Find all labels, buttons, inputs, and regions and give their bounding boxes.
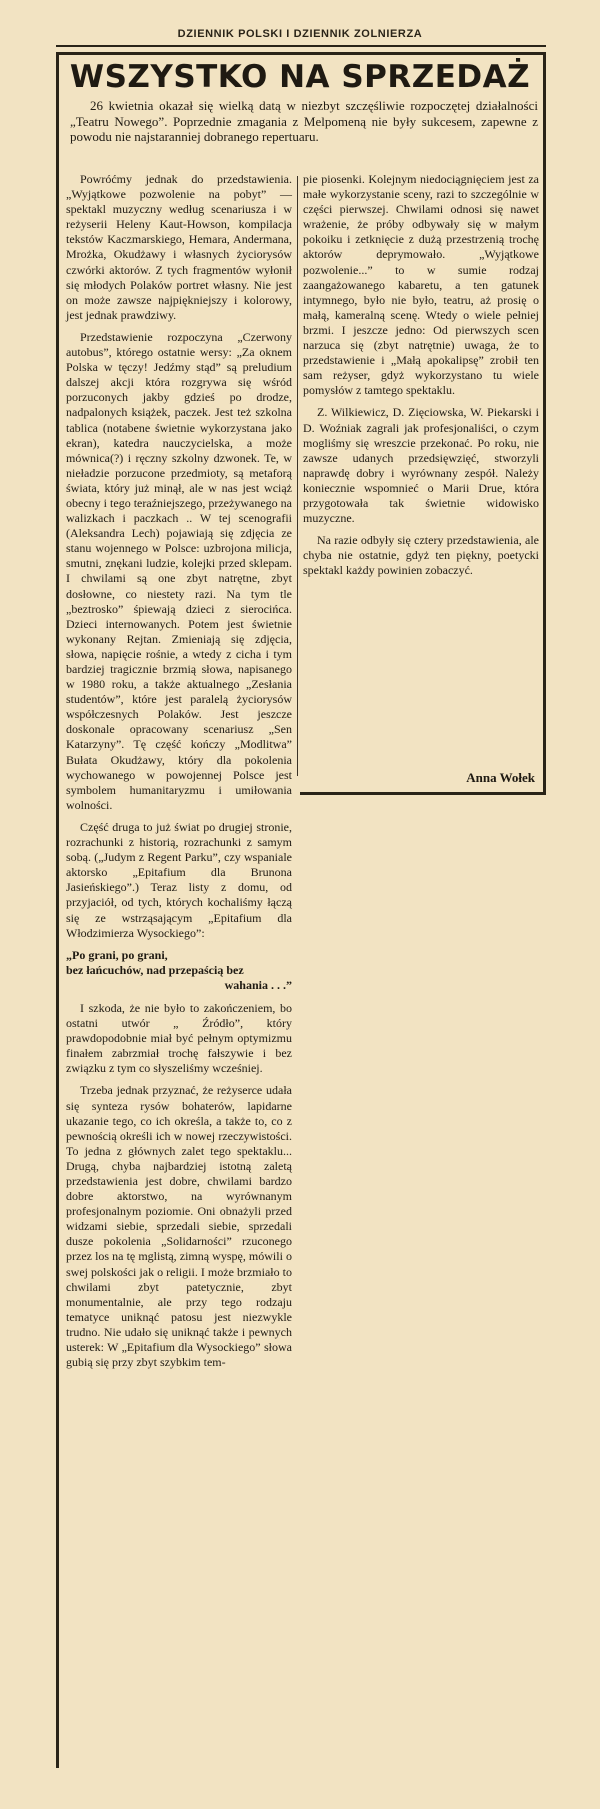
paragraph: Część druga to już świat po drugiej stronie, rozrachunki z historią, rozrachunki z samym sobą. („Judym z Regent Parku”, czy wspaniale aktorsko „Epitafium dla Brunona Jasieńskiego”.) Teraz listy z domu, od przyjaciół, od tych, których kochaliśmy łączą się ze wstrząsającym „Epitafium dla Włodzimierza Wysockiego”:	[66, 819, 292, 940]
quote-line: bez łańcuchów, nad przepaścią bez	[66, 962, 244, 977]
paragraph: I szkoda, że nie było to zakończeniem, bo ostatni utwór „ Źródło”, który prawdopodobnie miał być pełnym optymizmu finałem zabrzmiał trochę fałszywie i bez związku z tym co słyszeliśmy wcześniej.	[66, 1000, 292, 1076]
right-column	[303, 172, 539, 585]
paragraph: Na razie odbyły się cztery przedstawienia, ale chyba nie ostatnie, gdyż ten piękny, poetycki spektakl każdy powinien zobaczyć.	[303, 533, 539, 578]
article-frame-top	[56, 52, 546, 55]
article-lead: 26 kwietnia okazał się wielką datą w niezbyt szczęśliwie rozpoczętej działalności „Teatru Nowego”. Poprzednie zmagania z Melpomeną nie były sukcesem, zapewne z powodu nie najstaranniej dobranego repertuaru.	[70, 98, 538, 144]
column-divider	[297, 176, 298, 776]
author-signature: Anna Wołek	[466, 770, 535, 785]
quote-line: wahania . . .”	[224, 977, 292, 992]
quote-line: „Po grani, po grani,	[66, 947, 168, 962]
paragraph: Przedstawienie rozpoczyna „Czerwony autobus”, którego ostatnie wersy: „Za oknem Polska w tęczy! Jedźmy stąd” są preludium dalszej akcji która rozgrywa się wśród porzuconych jakby gdzieś po drodze, nadpalonych książek, paczek. Jest też szkolna tablica (notabene świetnie wykorzystana jako ekran), katedra nauczycielska, a może mównica(?) i ręczny szkolny dzwonek. Te, w nieładzie porzucone przedmioty, są metaforą świata, który już minął, ale w nas jest wciąż obecny i tego teraźniejszego, przeżywanego na walizkach i paczkach .. W tej scenografii (Aleksandra Lech) pojawiają się zdjęcia ze stanu wojennego w Polsce: uzbrojona milicja, smutni, znękani ludzie, kolejki przed sklepam. I chwilami są one zbyt natrętne, zbyt dosłowne, co niestety razi. Na tym tle „beztrosko” śpiewają dzieci z sierocińca. Dzieci internowanych. Potem jest świetnie wykonany Rejtan. Zmieniają się zdjęcia, słowa, napięcie rośnie, a wtedy z cicha i tym bardziej tragicznie brzmią słowa, napisanego w 1980 roku, a także aktualnego „Zesłania studentów”, które jest paralelą życiorysów współczesnych Polaków. Jest jeszcze doskonale opracowany scenariusz „Sen Katarzyny”. Tę część kończy „Modlitwa” Bułata Okudżawy, który dla pokolenia wychowanego w powojennej Polsce jest symbolem humanitaryzmu i umiłowania wolności.	[66, 329, 292, 812]
paragraph: Powróćmy jednak do przedstawienia. „Wyjątkowe pozwolenie na pobyt” — spektakl muzyczny według scenariusza i w reżyserii Heleny Kaut-Howson, kompilacja tekstów Kaczmarskiego, Hemara, Andermana, Mrożka, Okudżawy i własnych życiorysów czwórki aktorów. Z tych fragmentów wyłonił się młodych Polaków portret własny. Nie jest on może zawsze najpiękniejszy i kolorowy, jest jednak prawdziwy.	[66, 172, 292, 322]
masthead-rule	[56, 45, 546, 47]
left-column	[66, 172, 292, 1377]
paragraph: pie piosenki. Kolejnym niedociągnięciem jest za małe wykorzystanie sceny, razi to szczególnie w części pierwszej. Chwilami odnosi się nawet wrażenie, że próby odbywały się w małym pokoiku i zetknięcie z dużą przestrzenią trochę aktorów deprymowało. „Wyjątkowe pozwolenie...” to w sumie rodzaj zaangażowanego kabaretu, a ten gatunek intymnego, było nie było, teatru, aż prosię o małą, kameralną scenę. Wtedy o wiele pełniej brzmi. I jeszcze jedno: Od pierwszych scen narzuca się (zbyt natrętnie) uwaga, że to przedstawienie i „Małą apokalipsę” zrobił ten sam reżyser, gdyż wykorzystano tu wiele pomysłów z tamtego spektaklu.	[303, 172, 539, 398]
article-frame-left	[56, 52, 59, 1768]
article-headline: WSZYSTKO NA SPRZEDAŻ	[69, 59, 531, 95]
masthead: DZIENNIK POLSKI I DZIENNIK ZOLNIERZA	[177, 28, 423, 40]
paragraph: Z. Wilkiewicz, D. Zięciowska, W. Piekarski i D. Woźniak zagrali jak profesjonaliści, o czym mogliśmy się wreszcie przekonać. Po roku, nie zawsze udanych przedsięwzięć, stworzyli naprawdę dobry i wyrównany zespół. Należy koniecznie wspomnieć o Marii Drue, która przygotowała tak świetnie widowisko muzyczne.	[303, 405, 539, 526]
article-frame-right	[543, 52, 546, 792]
paragraph: Trzeba jednak przyznać, że reżyserce udała się synteza rysów bohaterów, lapidarne ukazanie tego, co ich określa, a także to, co z pewnością określi ich w nowej rzeczywistości. To jedna z głównych zalet tego spektaklu... Drugą, chyba najbardziej istotną zaletą przedstawienia jest dobre, chwilami bardzo dobre aktorstwo, na wyrównanym profesjonalnym poziomie. Oni obnażyli przed widzami siebie, sprzedali siebie, sprzedali dusze pokolenia „Solidarności” rzuconego przez los na tę mglistą, zimną wyspę, mówili o swej polskości jak o religii. I może brzmiało to chwilami zbyt patetycznie, zbyt monumentalnie, ale przy tego rodzaju tematyce uniknąć patosu jest niezwykle trudno. Nie udało się uniknąć także i pewnych usterek: W „Epitafium dla Wysockiego” słowa gubią się przy zbyt szybkim tem-	[66, 1083, 292, 1370]
article-frame-bottom	[300, 792, 546, 795]
poem-quote	[66, 948, 292, 993]
